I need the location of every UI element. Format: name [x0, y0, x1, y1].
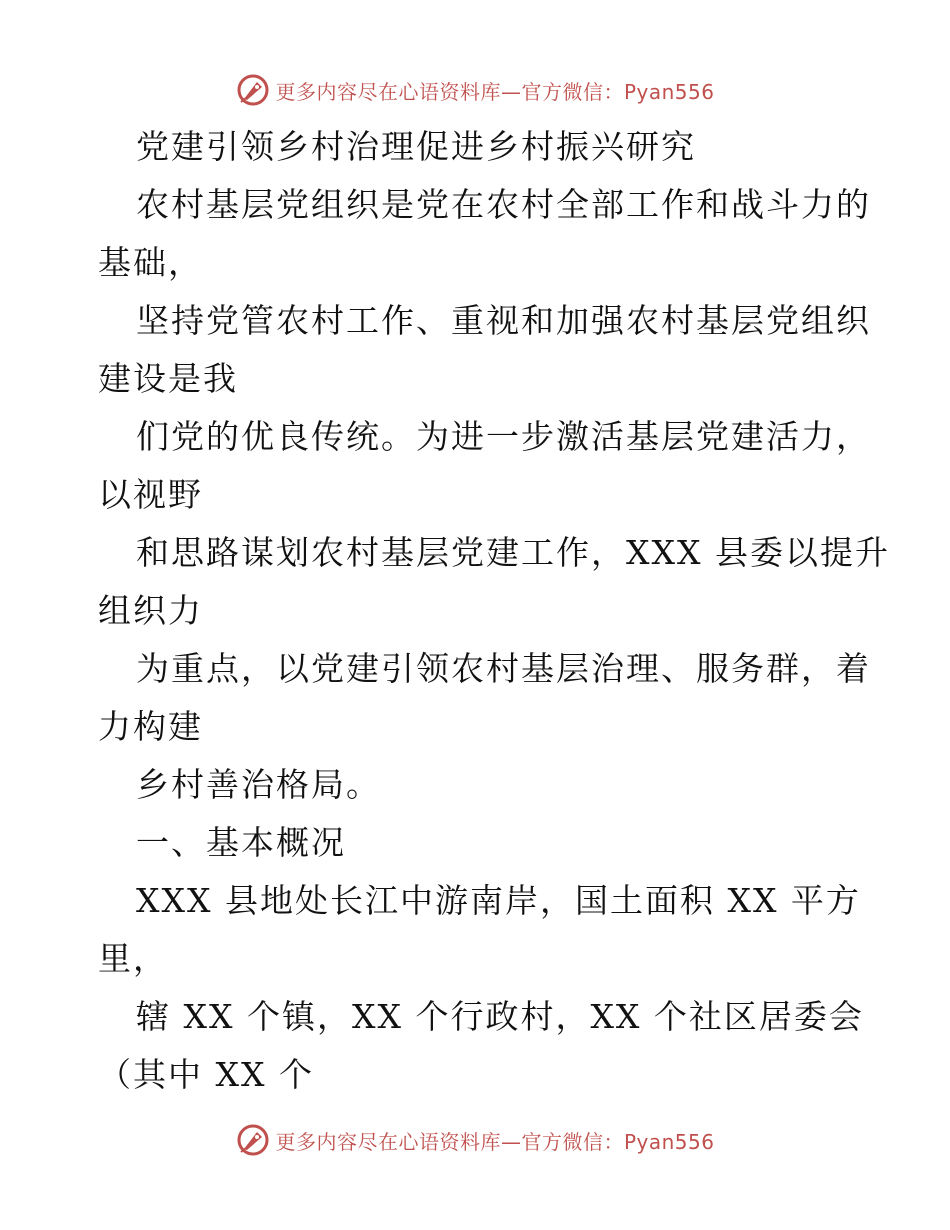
paragraph-line: 以视野 [98, 475, 203, 514]
footer-banner-text: 更多内容尽在心语资料库—官方微信：Pyan556 [275, 1129, 715, 1154]
paragraph-line: 组织力 [98, 591, 203, 630]
paragraph-line: 为重点，以党建引领农村基层治理、服务群，着 [136, 649, 871, 688]
paragraph-line: 基础， [98, 243, 203, 282]
paragraph-line: 坚持党管农村工作、重视和加强农村基层党组织 [136, 301, 871, 340]
paragraph-line: （其中 XX 个 [98, 1055, 314, 1094]
header-banner [0, 70, 950, 110]
section-heading: 一、基本概况 [136, 823, 346, 862]
pen-nib-logo-icon [235, 72, 271, 108]
paragraph-line: 力构建 [98, 707, 203, 746]
doc-title: 党建引领乡村治理促进乡村振兴研究 [136, 127, 696, 166]
header-banner-text: 更多内容尽在心语资料库—官方微信：Pyan556 [275, 79, 715, 104]
footer-banner [0, 1120, 950, 1160]
paragraph-line: 建设是我 [98, 359, 238, 398]
paragraph-line: 农村基层党组织是党在农村全部工作和战斗力的 [136, 185, 871, 224]
document-body [98, 118, 890, 1104]
paragraph-line: 里， [98, 939, 168, 978]
paragraph-line: 辖 XX 个镇，XX 个行政村，XX 个社区居委会 [136, 997, 864, 1036]
paragraph-line: 和思路谋划农村基层党建工作，XXX 县委以提升 [136, 533, 890, 572]
paragraph-line: 乡村善治格局。 [136, 765, 381, 804]
pen-nib-logo-icon [235, 1122, 271, 1158]
paragraph-line: XXX 县地处长江中游南岸，国土面积 XX 平方 [136, 881, 861, 920]
paragraph-line: 们党的优良传统。为进一步激活基层党建活力， [136, 417, 871, 456]
